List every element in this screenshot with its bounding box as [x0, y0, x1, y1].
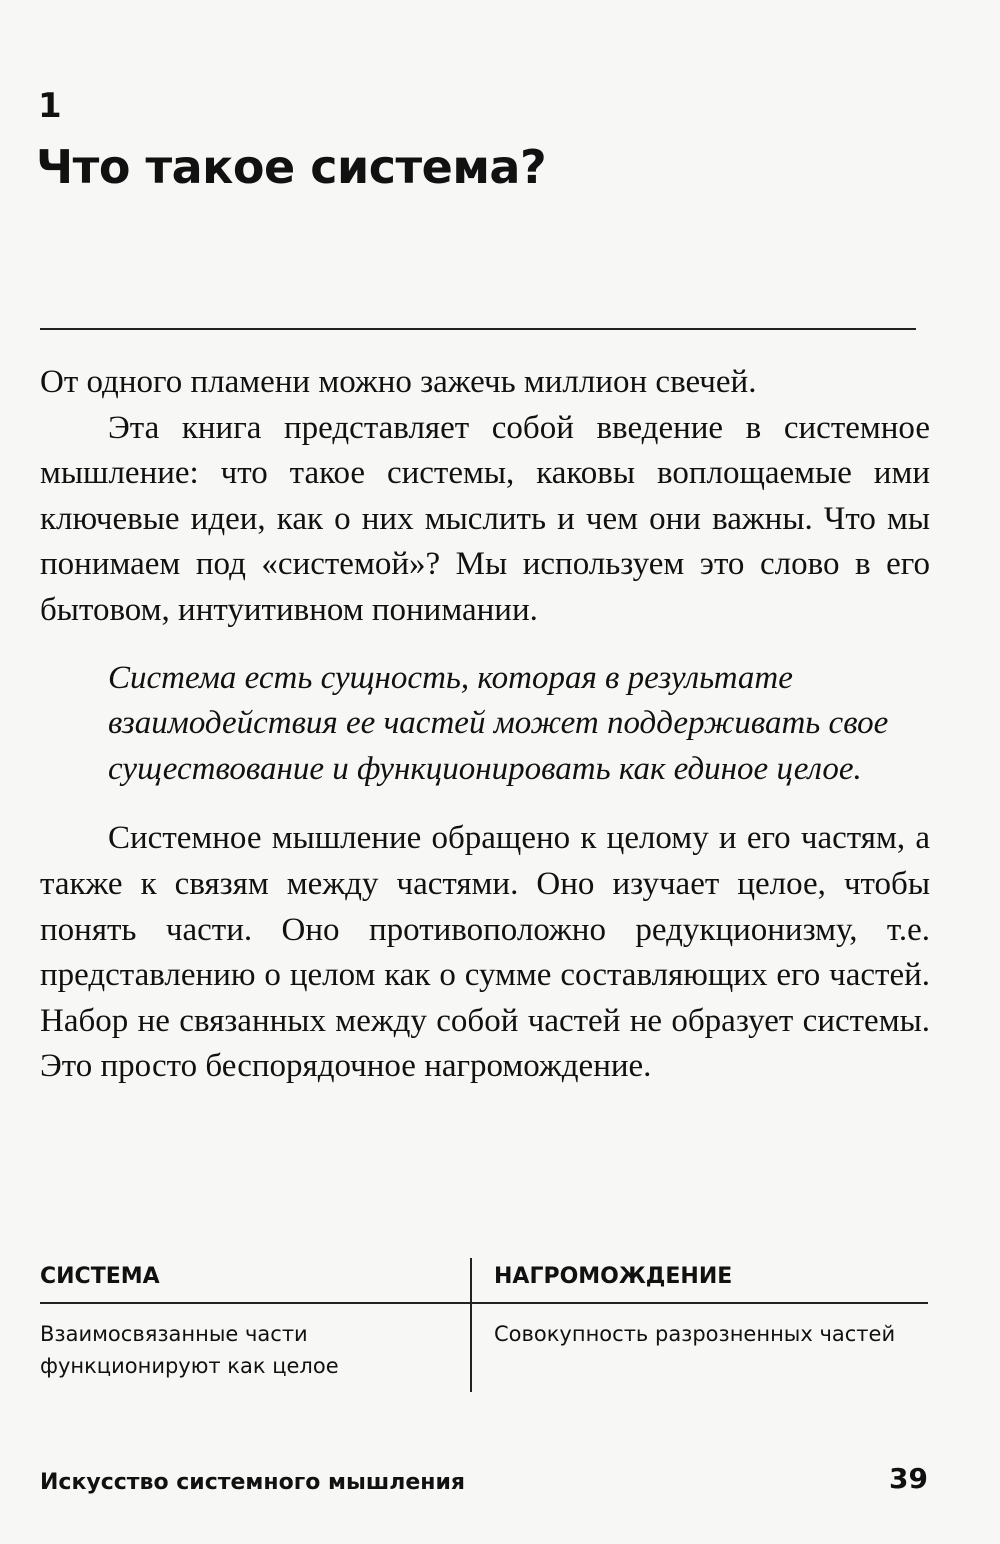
chapter-number: 1: [38, 86, 62, 126]
table-header: [40, 1258, 928, 1304]
title-divider: [40, 328, 916, 330]
header-heap: НАГРОМОЖДЕНИЕ: [470, 1258, 928, 1302]
running-footer-title: Искусство системного мышления: [40, 1470, 466, 1495]
cell-system: Взаимосвязанные части функционируют как целое: [40, 1322, 339, 1378]
chapter-title: Что такое система?: [36, 140, 547, 194]
systems-thinking-paragraph: Системное мышление обращено к целому и его частям, а также к связям между частями. Оно изучает целое, чтобы понять части. Оно противоположно редукционизму, т.е. представлению о целом как о сумме составляющих его частей. Набор не связанных между собой частей не образует системы. Это просто беспорядочное нагромождение.: [40, 820, 930, 1085]
body-text: [40, 360, 930, 1090]
definition-quote: Система есть сущность, которая в результате взаимодействия ее частей может поддерживать свое существование и функционировать как единое целое.: [108, 659, 889, 787]
table-row: [40, 1304, 928, 1392]
epigraph-paragraph: От одного пламени можно зажечь миллион свечей.: [40, 364, 757, 400]
intro-paragraph: Эта книга представляет собой введение в системное мышление: что такое системы, каковы воплощаемые ими ключевые идеи, как о них мыслить и чем они важны. Что мы понимаем под «системой»? Мы используем это слово в его бытовом, интуитивном понимании.: [40, 409, 930, 628]
header-system: СИСТЕМА: [40, 1264, 160, 1289]
cell-heap: Совокупность разрозненных частей: [470, 1304, 928, 1392]
comparison-table: [40, 1258, 928, 1392]
page-number: 39: [889, 1462, 928, 1495]
